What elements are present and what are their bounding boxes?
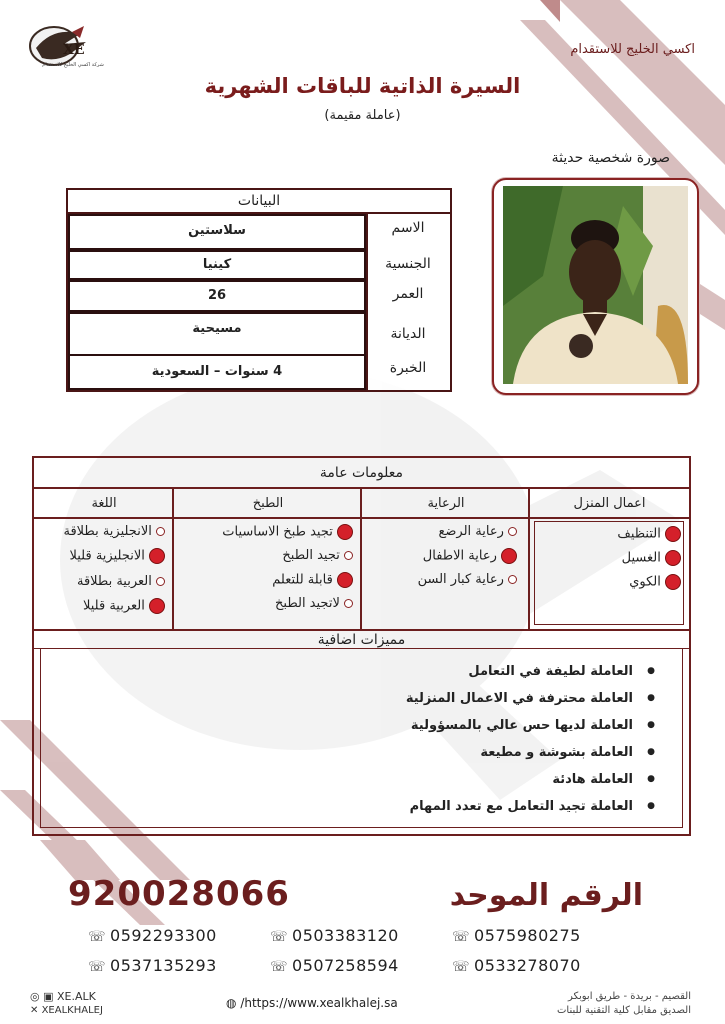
- data-divider: [366, 214, 368, 390]
- cooking-item: تجيد الطبخ: [282, 548, 353, 563]
- phone-number[interactable]: ☏ 0537135293: [88, 956, 217, 975]
- phone-number[interactable]: ☏ 0503383120: [270, 926, 399, 945]
- instagram-icon: ◎: [30, 990, 40, 1003]
- value-experience: 4 سنوات – السعودية: [68, 354, 366, 390]
- label-experience: الخبرة: [389, 360, 427, 376]
- extras-item: ● العاملة هادئة: [406, 766, 655, 793]
- cooking-item: تجيد طبخ الاساسيات: [222, 524, 353, 540]
- unified-number-label: الرقم الموحد: [449, 878, 643, 913]
- care-item: رعاية الرضع: [438, 524, 517, 539]
- extras-heading: مميزات اضافية: [34, 629, 689, 649]
- checked-dot: [337, 524, 353, 540]
- language-item: العربية بطلاقة: [77, 574, 165, 589]
- page-subtitle: (عاملة مقيمة): [324, 108, 401, 123]
- col-divider: [360, 489, 362, 629]
- page-title: السيرة الذاتية للباقات الشهرية: [204, 74, 521, 98]
- photo-caption: صورة شخصية حديثة: [551, 150, 670, 166]
- data-heading: البيانات: [68, 190, 450, 214]
- unchecked-dot: [156, 577, 165, 586]
- language-item: الانجليزية قليلا: [70, 548, 166, 564]
- checked-dot: [149, 548, 165, 564]
- value-religion: مسيحية: [68, 312, 366, 354]
- phone-icon: ☏: [270, 929, 289, 945]
- extras-item: ● العاملة تجيد التعامل مع تعدد المهام: [406, 793, 655, 820]
- housework-item: التنظيف: [617, 526, 681, 542]
- phone-number[interactable]: ☏ 0507258594: [270, 956, 399, 975]
- care-item: رعاية كبار السن: [418, 572, 517, 587]
- value-name: سلاستين: [68, 214, 366, 250]
- phone-number[interactable]: ☏ 0592293300: [88, 926, 217, 945]
- checked-dot: [665, 526, 681, 542]
- checked-dot: [149, 598, 165, 614]
- extras-item: ● العاملة لديها حس عالي بالمسؤولية: [406, 712, 655, 739]
- cooking-item: لاتجيد الطبخ: [275, 596, 353, 611]
- phone-icon: ☏: [452, 929, 471, 945]
- extras-item: ● العاملة بشوشة و مطيعة: [406, 739, 655, 766]
- unchecked-dot: [156, 527, 165, 536]
- extras-list: [406, 658, 655, 820]
- housework-item: الغسيل: [622, 550, 681, 566]
- general-heading: معلومات عامة: [34, 458, 689, 489]
- extras-item: ● العاملة لطيفة في التعامل: [406, 658, 655, 685]
- globe-icon: ◍: [226, 996, 237, 1010]
- data-table: [66, 188, 452, 392]
- col-divider: [528, 489, 530, 629]
- unchecked-dot: [508, 527, 517, 536]
- label-age: العمر: [392, 286, 424, 302]
- value-nationality: كينيا: [68, 250, 366, 280]
- col-care: الرعاية: [427, 496, 465, 511]
- unified-number[interactable]: 920028066: [68, 874, 290, 914]
- unchecked-dot: [344, 551, 353, 560]
- snapchat-icon: ▣: [43, 990, 54, 1003]
- unchecked-dot: [508, 575, 517, 584]
- address-line-1: القصيم - بريدة - طريق ابوبكر: [567, 991, 691, 1002]
- col-housework: اعمال المنزل: [573, 496, 646, 511]
- label-name: الاسم: [391, 220, 425, 236]
- label-nationality: الجنسية: [385, 256, 431, 272]
- phone-icon: ☏: [88, 929, 107, 945]
- col-language: اللغة: [91, 496, 117, 511]
- label-religion: الديانة: [390, 326, 426, 342]
- logo-subtitle: شركة اكسي الخليج للاستقدام: [42, 62, 104, 68]
- phone-number[interactable]: ☏ 0533278070: [452, 956, 581, 975]
- twitter-icon: ✕: [30, 1005, 39, 1016]
- checked-dot: [337, 572, 353, 588]
- language-item: الانجليزية بطلاقة: [63, 524, 165, 539]
- logo-text: XE: [63, 42, 85, 58]
- cooking-item: قابلة للتعلم: [272, 572, 353, 588]
- language-item: العربية قليلا: [83, 598, 165, 614]
- phone-icon: ☏: [270, 959, 289, 975]
- extras-item: ● العاملة محترفة في الاعمال المنزلية: [406, 685, 655, 712]
- general-info: [32, 456, 691, 836]
- phone-number[interactable]: ☏ 0575980275: [452, 926, 581, 945]
- social-handle-2[interactable]: ✕ XEALKHALEJ: [30, 1005, 103, 1016]
- checked-dot: [501, 548, 517, 564]
- address-line-2: الصديق مقابل كلية التقنية للبنات: [556, 1005, 691, 1016]
- unchecked-dot: [344, 599, 353, 608]
- value-age: 26: [68, 280, 366, 312]
- profile-photo: [503, 186, 688, 384]
- phone-icon: ☏: [452, 959, 471, 975]
- checked-dot: [665, 574, 681, 590]
- phone-icon: ☏: [88, 959, 107, 975]
- social-handle[interactable]: ◎ ▣ XE.ALK: [30, 990, 96, 1003]
- col-divider: [172, 489, 174, 629]
- website-link[interactable]: ◍ /https://www.xealkhalej.sa: [226, 996, 398, 1010]
- housework-item: الكوي: [629, 574, 681, 590]
- company-name: اكسي الخليج للاستقدام: [570, 42, 695, 57]
- col-cooking: الطبخ: [252, 496, 284, 511]
- care-item: رعاية الاطفال: [423, 548, 517, 564]
- checked-dot: [665, 550, 681, 566]
